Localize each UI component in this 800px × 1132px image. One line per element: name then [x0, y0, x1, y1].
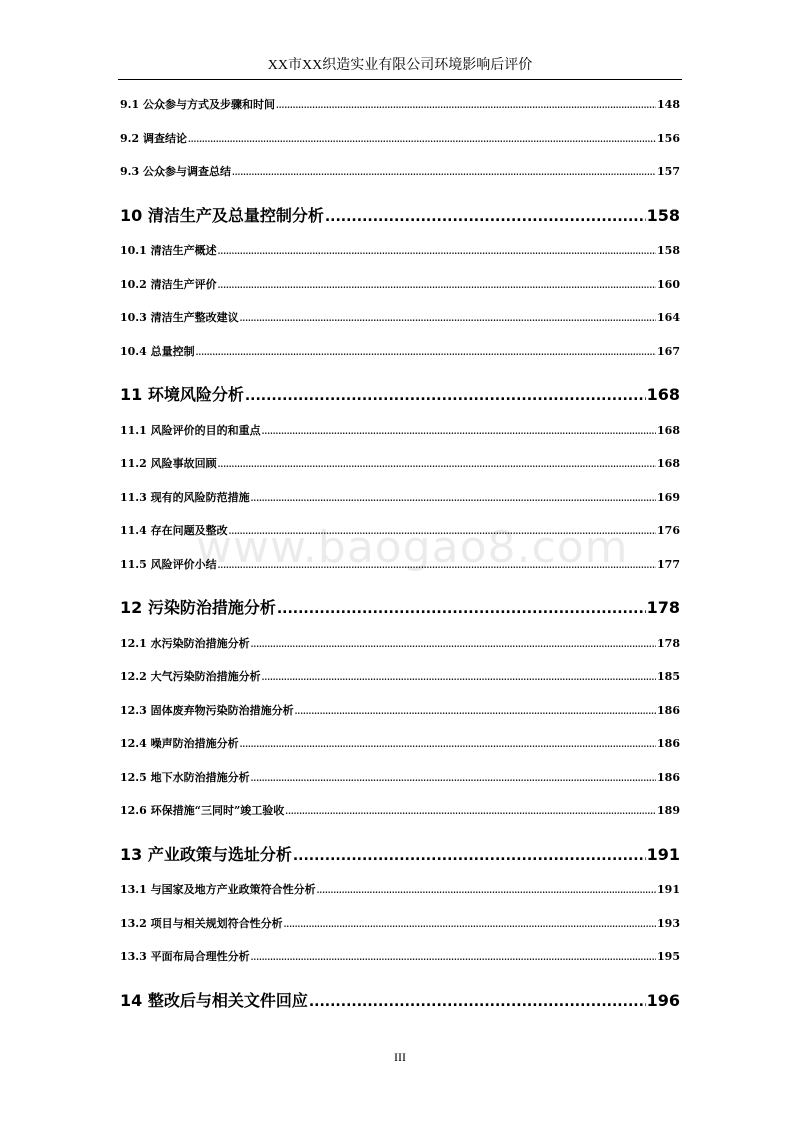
toc-chapter[interactable] [120, 597, 680, 619]
toc-entry-page: 176 [657, 524, 680, 537]
toc-leader-dots [232, 164, 656, 180]
toc-chapter-label: 12 污染防治措施分析 [120, 598, 276, 617]
toc-entry[interactable] [120, 310, 680, 326]
toc-entry-label: 12.1 水污染防治措施分析 [120, 637, 250, 650]
toc-chapter-page: 158 [646, 206, 680, 225]
toc-chapter[interactable] [120, 384, 680, 406]
toc-entry[interactable] [120, 916, 680, 932]
toc-entry-page: 191 [657, 883, 680, 896]
toc-entry-page: 158 [657, 244, 680, 257]
toc-entry-label: 12.6 环保措施“三同时”竣工验收 [120, 804, 285, 817]
toc-leader-dots [262, 669, 656, 685]
toc-entry-label: 11.2 风险事故回顾 [120, 457, 217, 470]
toc-entry-label: 10.1 清洁生产概述 [120, 244, 217, 257]
toc-leader-dots [240, 310, 656, 326]
toc-entry-label: 9.2 调查结论 [120, 132, 187, 145]
toc-entry-page: 186 [657, 737, 680, 750]
toc-entry[interactable] [120, 97, 680, 113]
toc-entry[interactable] [120, 131, 680, 147]
toc-leader-dots [188, 131, 656, 147]
toc-entry[interactable] [120, 636, 680, 652]
toc-leader-dots [295, 703, 656, 719]
toc-entry-page: 167 [657, 345, 680, 358]
toc-entry-page: 186 [657, 771, 680, 784]
toc-chapter[interactable] [120, 990, 680, 1012]
toc-entry-page: 156 [657, 132, 680, 145]
toc-entry-label: 10.4 总量控制 [120, 345, 195, 358]
toc-entry[interactable] [120, 770, 680, 786]
toc-entry-label: 9.3 公众参与调查总结 [120, 165, 231, 178]
toc-leader-dots [218, 277, 656, 293]
toc-entry-label: 13.3 平面布局合理性分析 [120, 950, 250, 963]
toc-leader-dots [309, 990, 646, 1013]
toc-entry[interactable] [120, 557, 680, 573]
toc-entry-page: 148 [657, 98, 680, 111]
toc-entry-label: 11.5 风险评价小结 [120, 558, 217, 571]
toc-entry-page: 186 [657, 704, 680, 717]
toc-entry[interactable] [120, 882, 680, 898]
toc-entry[interactable] [120, 456, 680, 472]
toc-entry-label: 10.3 清洁生产整改建议 [120, 311, 239, 324]
toc-leader-dots [229, 523, 656, 539]
toc-leader-dots [293, 844, 646, 867]
toc-entry-page: 185 [657, 670, 680, 683]
toc-leader-dots [218, 456, 656, 472]
toc-leader-dots [218, 243, 656, 259]
toc-chapter-page: 178 [646, 598, 680, 617]
toc-entry[interactable] [120, 490, 680, 506]
toc-entry-page: 169 [657, 491, 680, 504]
toc-chapter-label: 11 环境风险分析 [120, 385, 244, 404]
toc-chapter-label: 13 产业政策与选址分析 [120, 845, 292, 864]
toc-entry[interactable] [120, 243, 680, 259]
toc-leader-dots [277, 597, 646, 620]
toc-chapter-page: 168 [646, 385, 680, 404]
toc-entry-label: 12.3 固体废弃物污染防治措施分析 [120, 704, 294, 717]
toc-entry[interactable] [120, 277, 680, 293]
toc-chapter-page: 196 [646, 991, 680, 1010]
toc-entry[interactable] [120, 949, 680, 965]
toc-entry-page: 164 [657, 311, 680, 324]
toc-leader-dots [285, 803, 656, 819]
toc-entry-page: 193 [657, 917, 680, 930]
toc-leader-dots [245, 384, 646, 407]
toc-entry-label: 12.2 大气污染防治措施分析 [120, 670, 261, 683]
toc-leader-dots [317, 882, 656, 898]
toc-entry[interactable] [120, 164, 680, 180]
toc-entry-label: 12.4 噪声防治措施分析 [120, 737, 239, 750]
page-number: III [394, 1050, 406, 1064]
toc-entry-label: 10.2 清洁生产评价 [120, 278, 217, 291]
toc-entry-label: 11.4 存在问题及整改 [120, 524, 228, 537]
toc-leader-dots [325, 205, 646, 228]
toc-leader-dots [251, 636, 656, 652]
toc-entry-page: 195 [657, 950, 680, 963]
page-header: XX市XX织造实业有限公司环境影响后评价 [118, 56, 682, 80]
toc-leader-dots [251, 490, 656, 506]
toc-leader-dots [240, 736, 656, 752]
toc-entry[interactable] [120, 803, 680, 819]
toc-leader-dots [251, 949, 656, 965]
toc-entry-page: 168 [657, 424, 680, 437]
toc-entry[interactable] [120, 669, 680, 685]
toc-entry-page: 189 [657, 804, 680, 817]
toc-leader-dots [196, 344, 656, 360]
toc-leader-dots [276, 97, 656, 113]
toc-chapter[interactable] [120, 844, 680, 866]
toc-entry[interactable] [120, 703, 680, 719]
toc-leader-dots [262, 423, 656, 439]
toc-entry-page: 177 [657, 558, 680, 571]
toc-leader-dots [284, 916, 656, 932]
toc-entry-label: 11.3 现有的风险防范措施 [120, 491, 250, 504]
toc-entry-label: 11.1 风险评价的目的和重点 [120, 424, 261, 437]
watermark: www.baogao8.com [196, 522, 629, 573]
toc-chapter-page: 191 [646, 845, 680, 864]
toc-entry-label: 9.1 公众参与方式及步骤和时间 [120, 98, 275, 111]
toc-entry-label: 13.2 项目与相关规划符合性分析 [120, 917, 283, 930]
toc-entry-page: 168 [657, 457, 680, 470]
toc-chapter-label: 10 清洁生产及总量控制分析 [120, 206, 324, 225]
toc-entry[interactable] [120, 344, 680, 360]
toc-entry[interactable] [120, 523, 680, 539]
toc-leader-dots [218, 557, 656, 573]
toc-entry-label: 12.5 地下水防治措施分析 [120, 771, 250, 784]
toc-entry-page: 160 [657, 278, 680, 291]
toc-entry[interactable] [120, 736, 680, 752]
toc-entry-label: 13.1 与国家及地方产业政策符合性分析 [120, 883, 316, 896]
toc-entry[interactable] [120, 423, 680, 439]
toc-entry-page: 157 [657, 165, 680, 178]
toc-entry-page: 178 [657, 637, 680, 650]
toc-chapter-label: 14 整改后与相关文件回应 [120, 991, 308, 1010]
toc-chapter[interactable] [120, 205, 680, 227]
toc-leader-dots [251, 770, 656, 786]
